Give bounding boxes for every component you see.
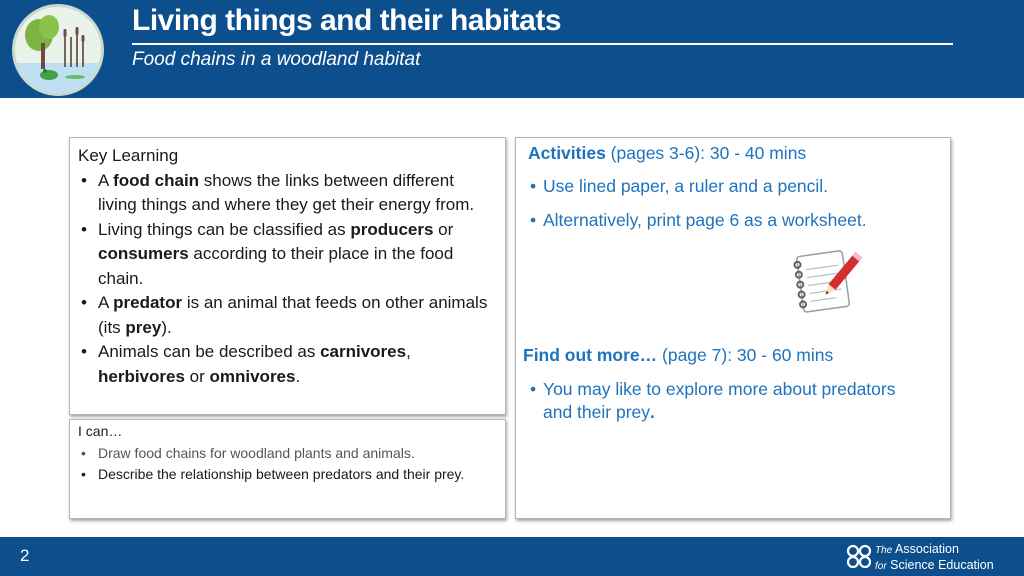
- key-text: or: [184, 366, 210, 386]
- activity-item: • Alternatively, print page 6 as a worksheet.: [523, 209, 867, 232]
- key-learning-item: [78, 340, 497, 389]
- header-band: [0, 0, 1024, 98]
- ase-logo-text: [875, 542, 994, 574]
- key-term: predator: [113, 293, 183, 312]
- key-term: omnivores: [209, 366, 296, 386]
- key-learning-heading: Key Learning: [78, 146, 179, 165]
- find-out-label: Find out more…: [523, 345, 658, 365]
- key-text: or: [433, 219, 454, 239]
- key-text: is an animal that feeds on other animals (its: [98, 293, 488, 337]
- key-term: consumers: [98, 244, 189, 263]
- key-term: carnivores: [320, 342, 407, 361]
- footer-band: [0, 537, 1024, 576]
- find-out-heading: [523, 344, 833, 367]
- key-term: producers: [350, 219, 434, 239]
- i-can-panel: [69, 419, 506, 519]
- key-text: ,: [406, 342, 411, 361]
- key-term: herbivores: [98, 366, 185, 386]
- key-text: .: [295, 366, 301, 386]
- page-number: 2: [20, 546, 30, 565]
- page-subtitle: Food chains in a woodland habitat: [132, 49, 421, 70]
- activities-panel: [515, 137, 951, 519]
- key-term: food chain: [113, 170, 200, 190]
- find-out-detail: (page 7): 30 - 60 mins: [657, 345, 834, 365]
- title-divider: [132, 43, 953, 45]
- i-can-item: • Draw food chains for woodland plants and animals.: [78, 446, 497, 461]
- key-term: prey: [125, 317, 162, 337]
- i-can-list: [78, 446, 497, 481]
- notepad-pencil-icon: [790, 245, 862, 315]
- find-out-item: [523, 378, 895, 424]
- key-text: according to their place in the food chain.: [98, 244, 454, 288]
- find-out-item-line1: You may like to explore more about predators: [543, 379, 896, 399]
- key-learning-list: [78, 169, 497, 390]
- key-learning-item: [78, 169, 497, 218]
- key-text: shows the links between different living things and where they get their energy from.: [98, 170, 475, 214]
- activity-item: • Use lined paper, a ruler and a pencil.: [523, 175, 828, 198]
- activities-heading: [528, 142, 806, 165]
- find-out-item-end: .: [650, 402, 655, 422]
- ase-logo-line2: Science Education: [890, 558, 994, 572]
- key-text: A: [98, 170, 114, 190]
- key-learning-item: [78, 218, 497, 292]
- key-learning-item: [78, 291, 497, 340]
- key-text: Animals can be described as: [98, 342, 321, 361]
- activities-detail: (pages 3-6): 30 - 40 mins: [605, 143, 807, 163]
- i-can-heading: I can…: [78, 423, 123, 439]
- ase-logo-for: for: [875, 561, 887, 572]
- key-learning-panel: [69, 137, 506, 415]
- ase-logo-the: The: [875, 545, 893, 556]
- ase-logo-icon: [845, 542, 873, 570]
- page-title: Living things and their habitats: [132, 4, 562, 37]
- key-text: Living things can be classified as: [98, 219, 351, 239]
- key-text: ).: [161, 317, 172, 337]
- ase-logo-line1: Association: [895, 542, 959, 556]
- ase-logo: [845, 541, 1015, 573]
- activities-label: Activities: [528, 143, 606, 163]
- key-text: A: [98, 293, 114, 312]
- habitat-logo-icon: [12, 4, 104, 96]
- find-out-item-line2: and their prey: [543, 402, 651, 422]
- i-can-item: • Describe the relationship between predators and their prey.: [78, 467, 497, 482]
